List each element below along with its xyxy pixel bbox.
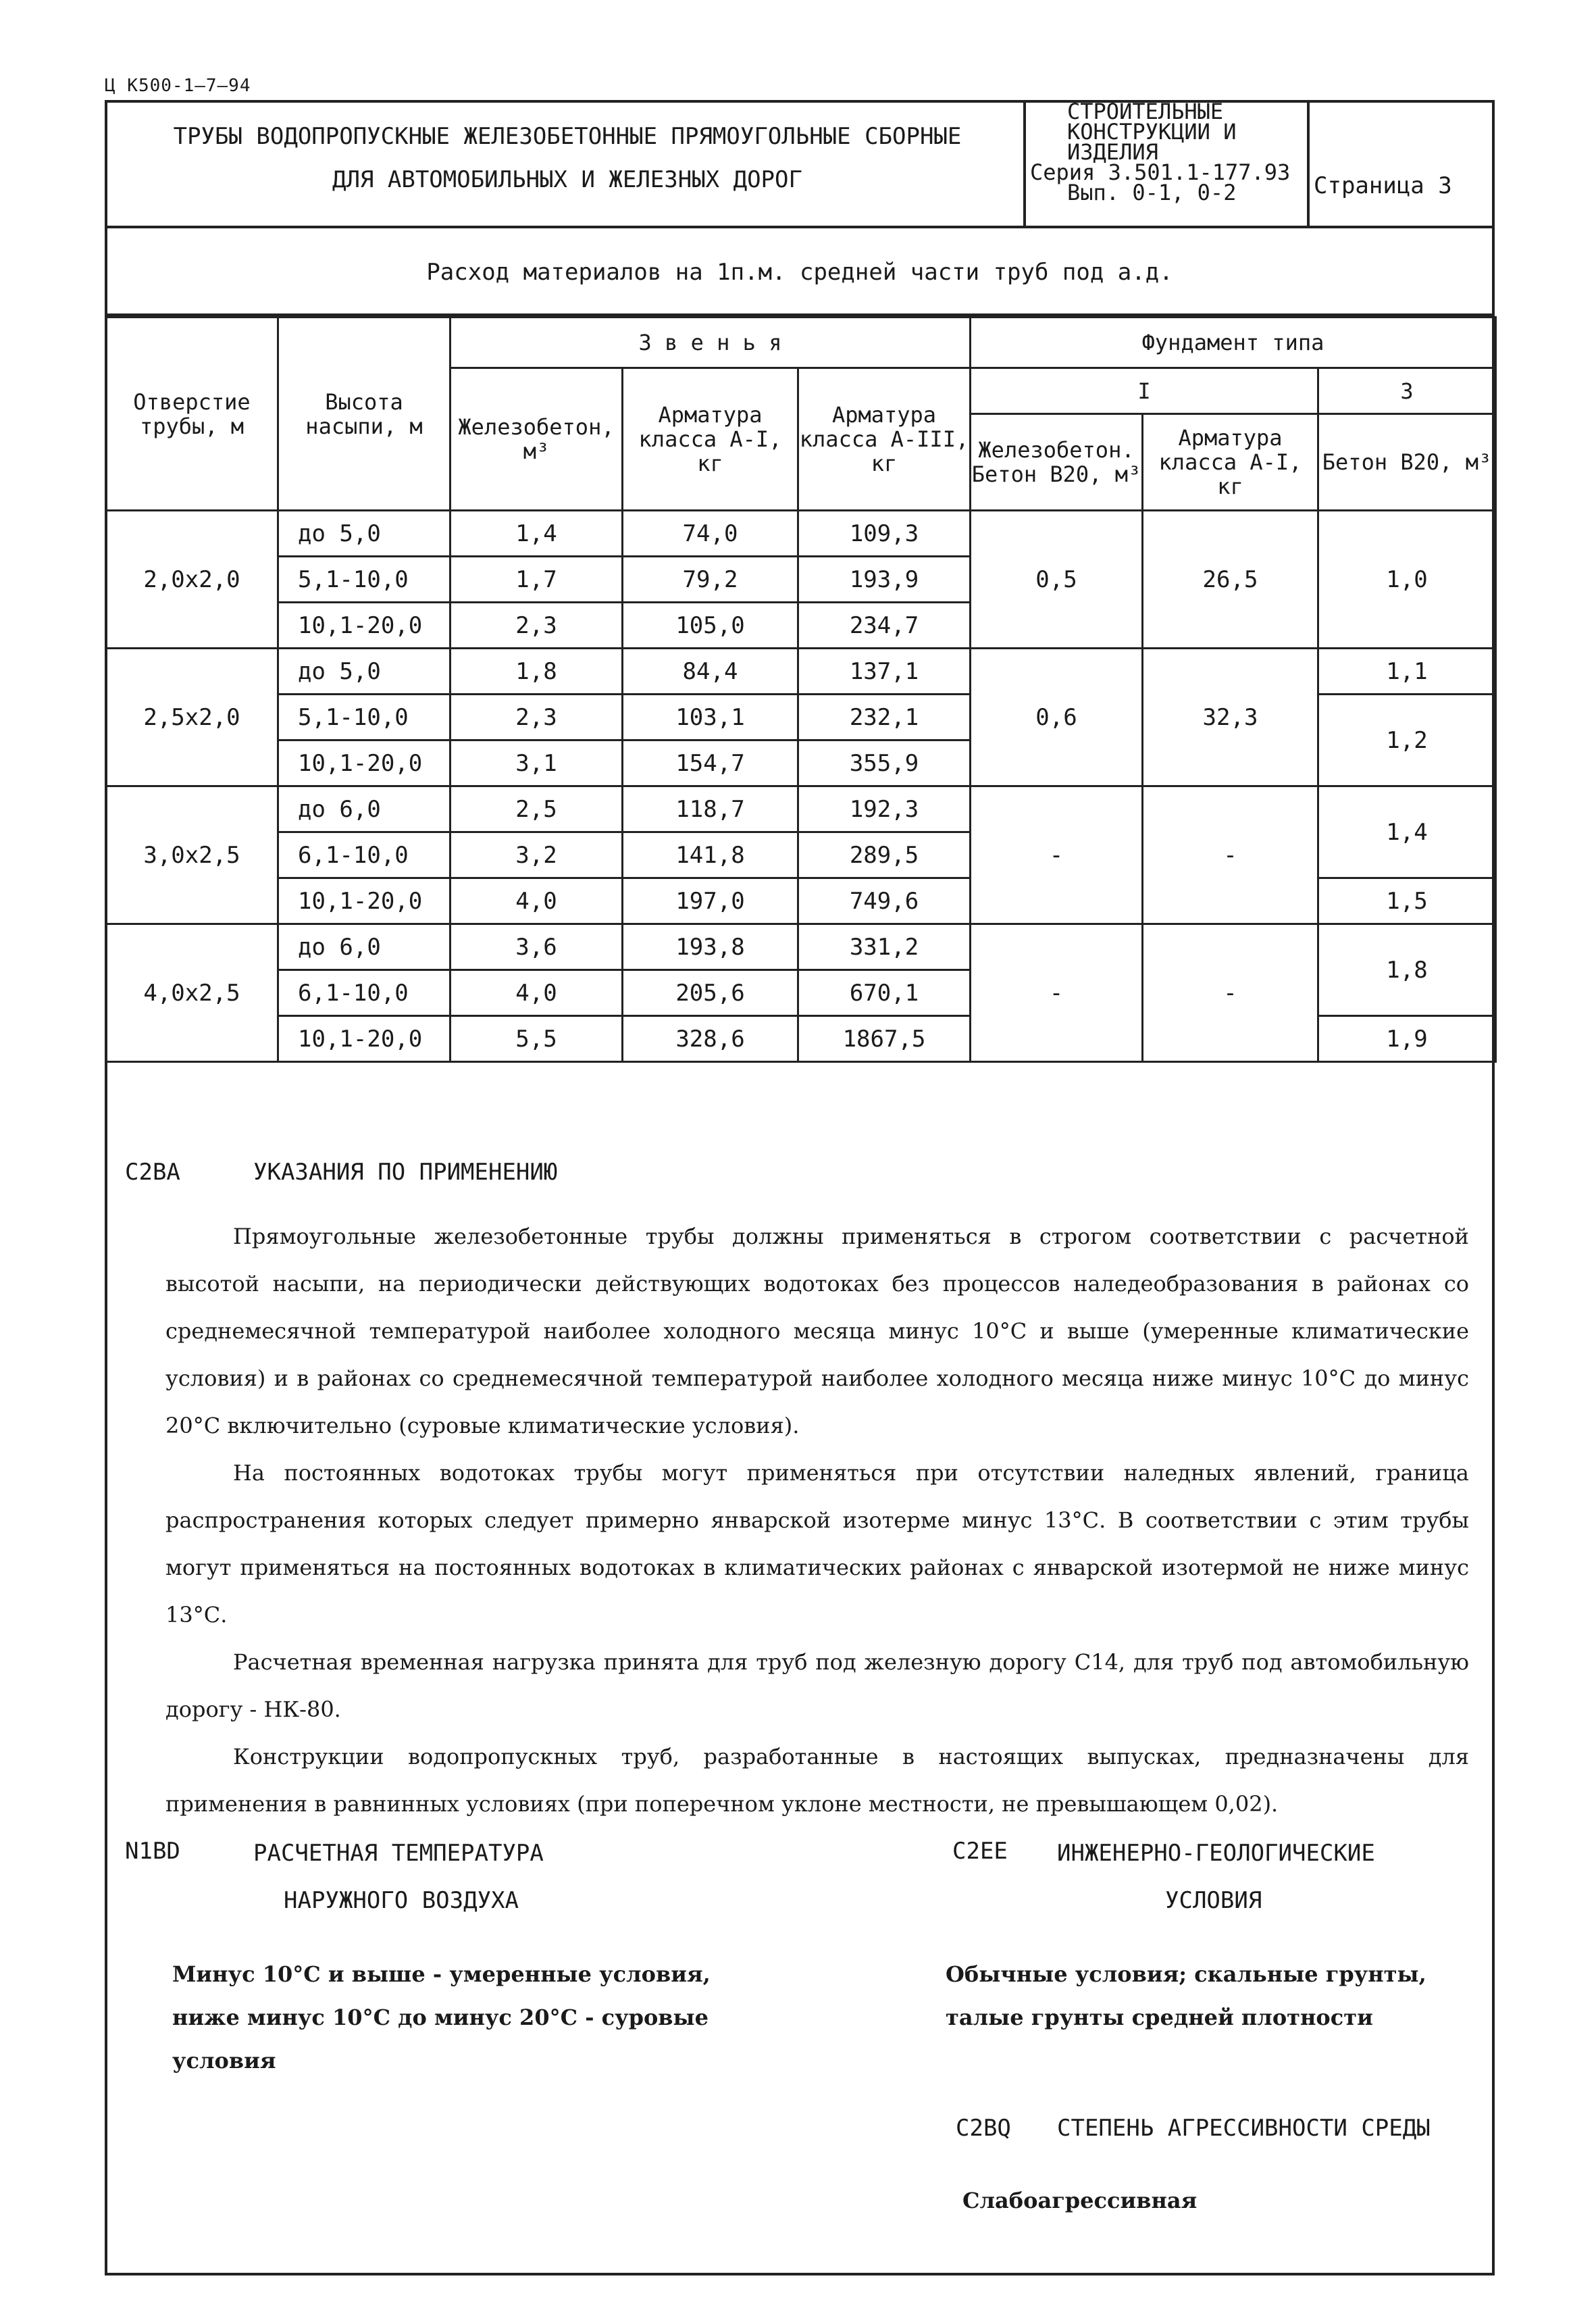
col-link-a3: Арматура класса А-III, кг (798, 368, 971, 511)
document-code: Ц К500-1—7–94 (105, 76, 251, 96)
geology-title (1057, 1830, 1375, 1924)
usage-text (165, 1213, 1469, 1828)
title-line-2: ДЛЯ АВТОМОБИЛЬНЫХ И ЖЕЛЕЗНЫХ ДОРОГ (332, 166, 802, 193)
height-cell: 6,1-10,0 (278, 832, 451, 878)
f1-concrete-cell: - (971, 786, 1143, 924)
geology-title-line: УСЛОВИЯ (1165, 1887, 1262, 1914)
a3-cell: 670,1 (798, 970, 971, 1016)
geology-line: талые грунты средней плотности (946, 2005, 1373, 2030)
group-links: З в е н ь я (451, 318, 971, 368)
aggressiveness-code: С2ВQ (956, 2115, 1011, 2142)
a1-cell: 79,2 (623, 557, 798, 603)
aggressiveness-value: Слабоагрессивная (962, 2188, 1198, 2213)
f3-cell: 1,5 (1318, 878, 1496, 924)
height-cell: до 5,0 (278, 649, 451, 695)
table-row (106, 649, 1496, 695)
geology-text (946, 1953, 1426, 2039)
header-divider (1023, 100, 1026, 228)
a3-cell: 232,1 (798, 695, 971, 740)
temperature-line: ниже минус 10°С до минус 20°С - суровые (172, 2005, 709, 2030)
height-cell: 10,1-20,0 (278, 740, 451, 786)
height-cell: 10,1-20,0 (278, 1016, 451, 1062)
page-number: Страница 3 (1314, 172, 1452, 199)
f3-cell: 1,0 (1318, 511, 1496, 649)
table-row (106, 786, 1496, 832)
height-cell: 10,1-20,0 (278, 603, 451, 649)
col-link-concrete: Железобетон, м³ (451, 368, 623, 511)
a3-cell: 289,5 (798, 832, 971, 878)
height-cell: до 6,0 (278, 786, 451, 832)
series-line: КОНСТРУКЦИИ И (1067, 119, 1237, 145)
col-link-a1: Арматура класса А-I, кг (623, 368, 798, 511)
concrete-cell: 1,8 (451, 649, 623, 695)
f3-cell: 1,8 (1318, 924, 1496, 1016)
issue-number: Вып. 0-1, 0-2 (1067, 180, 1237, 205)
usage-title: УКАЗАНИЯ ПО ПРИМЕНЕНИЮ (253, 1159, 558, 1186)
temperature-line: Минус 10°С и выше - умеренные условия, (172, 1961, 711, 1987)
a3-cell: 109,3 (798, 511, 971, 557)
a3-cell: 192,3 (798, 786, 971, 832)
a1-cell: 197,0 (623, 878, 798, 924)
height-cell: до 5,0 (278, 511, 451, 557)
table-row (106, 511, 1496, 557)
title-line-1: ТРУБЫ ВОДОПРОПУСКНЫЕ ЖЕЛЕЗОБЕТОННЫЕ ПРЯМОУГОЛЬНЫЕ СБОРНЫЕ (173, 123, 962, 150)
concrete-cell: 2,3 (451, 603, 623, 649)
f1-a1-cell: - (1143, 924, 1318, 1062)
series-block (1030, 101, 1304, 203)
usage-paragraph: Прямоугольные железобетонные трубы должны применяться в строгом соответствии с расчетной высотой насыпи, на периодически действующих водотоках без процессов наледеобразования в районах со среднемесячной температурой наиболее холодного месяца минус 10°С и выше (умеренные климатические условия) и в районах со среднемесячной температурой наиболее холодного месяца ниже минус 10°С до минус 20°С включительно (суровые климатические условия). (165, 1224, 1469, 1438)
height-cell: 6,1-10,0 (278, 970, 451, 1016)
a1-cell: 103,1 (623, 695, 798, 740)
opening-cell: 4,0х2,5 (106, 924, 278, 1062)
a3-cell: 193,9 (798, 557, 971, 603)
temperature-title (253, 1830, 544, 1924)
f1-concrete-cell: - (971, 924, 1143, 1062)
a3-cell: 355,9 (798, 740, 971, 786)
concrete-cell: 1,7 (451, 557, 623, 603)
a1-cell: 193,8 (623, 924, 798, 970)
concrete-cell: 3,1 (451, 740, 623, 786)
foundation-type-3: 3 (1318, 368, 1496, 414)
a3-cell: 331,2 (798, 924, 971, 970)
temperature-title-line: НАРУЖНОГО ВОЗДУХА (284, 1887, 519, 1914)
a1-cell: 205,6 (623, 970, 798, 1016)
materials-table (105, 316, 1497, 1063)
f1-a1-cell: - (1143, 786, 1318, 924)
f1-concrete-cell: 0,5 (971, 511, 1143, 649)
concrete-cell: 5,5 (451, 1016, 623, 1062)
temperature-line: условия (172, 2048, 276, 2073)
a3-cell: 1867,5 (798, 1016, 971, 1062)
a1-cell: 141,8 (623, 832, 798, 878)
concrete-cell: 4,0 (451, 970, 623, 1016)
opening-cell: 3,0х2,5 (106, 786, 278, 924)
geology-code: С2ЕЕ (952, 1838, 1008, 1865)
a1-cell: 84,4 (623, 649, 798, 695)
a1-cell: 105,0 (623, 603, 798, 649)
a3-cell: 137,1 (798, 649, 971, 695)
f1-a1-cell: 26,5 (1143, 511, 1318, 649)
opening-cell: 2,5х2,0 (106, 649, 278, 786)
col-f1-a1: Арматура класса А-I, кг (1143, 414, 1318, 511)
opening-cell: 2,0х2,0 (106, 511, 278, 649)
usage-code: С2ВА (125, 1159, 180, 1186)
col-height: Высота насыпи, м (278, 318, 451, 511)
temperature-title-line: РАСЧЕТНАЯ ТЕМПЕРАТУРА (253, 1840, 544, 1867)
series-number: Серия 3.501.1-177.93 (1030, 159, 1291, 185)
table-caption: Расход материалов на 1п.м. средней части труб под а.д. (105, 228, 1495, 316)
height-cell: 5,1-10,0 (278, 695, 451, 740)
concrete-cell: 3,2 (451, 832, 623, 878)
group-foundation: Фундамент типа (971, 318, 1496, 368)
height-cell: 10,1-20,0 (278, 878, 451, 924)
temperature-code: N1BD (125, 1838, 180, 1865)
concrete-cell: 2,5 (451, 786, 623, 832)
height-cell: до 6,0 (278, 924, 451, 970)
concrete-cell: 2,3 (451, 695, 623, 740)
col-f1-concrete: Железобетон. Бетон В20, м³ (971, 414, 1143, 511)
aggressiveness-title: СТЕПЕНЬ АГРЕССИВНОСТИ СРЕДЫ (1057, 2115, 1431, 2142)
col-f3-concrete: Бетон В20, м³ (1318, 414, 1496, 511)
col-opening: Отверстие трубы, м (106, 318, 278, 511)
concrete-cell: 3,6 (451, 924, 623, 970)
a3-cell: 234,7 (798, 603, 971, 649)
a1-cell: 118,7 (623, 786, 798, 832)
concrete-cell: 1,4 (451, 511, 623, 557)
f1-a1-cell: 32,3 (1143, 649, 1318, 786)
f3-cell: 1,4 (1318, 786, 1496, 878)
header-divider (1307, 100, 1310, 228)
temperature-text (172, 1953, 711, 2082)
series-line: ИЗДЕЛИЯ (1067, 139, 1158, 165)
a1-cell: 74,0 (623, 511, 798, 557)
f3-cell: 1,2 (1318, 695, 1496, 786)
f3-cell: 1,1 (1318, 649, 1496, 695)
foundation-type-1: I (971, 368, 1318, 414)
table-row (106, 924, 1496, 970)
document-title (115, 115, 1020, 201)
a3-cell: 749,6 (798, 878, 971, 924)
usage-paragraph: На постоянных водотоках трубы могут применяться при отсутствии наледных явлений, граница распространения которых следует примерно январской изотерме минус 13°С. В соответствии с этим трубы могут применяться на постоянных водотоках в климатических районах с январской изотермой не ниже минус 13°С. (165, 1460, 1469, 1628)
a1-cell: 154,7 (623, 740, 798, 786)
usage-paragraph: Расчетная временная нагрузка принята для труб под железную дорогу С14, для труб под автомобильную дорогу - НК-80. (165, 1649, 1469, 1722)
concrete-cell: 4,0 (451, 878, 623, 924)
series-line: СТРОИТЕЛЬНЫЕ (1067, 99, 1224, 124)
geology-title-line: ИНЖЕНЕРНО-ГЕОЛОГИЧЕСКИЕ (1057, 1840, 1375, 1867)
usage-paragraph: Конструкции водопропускных труб, разработанные в настоящих выпусках, предназначены для применения в равнинных условиях (при поперечном уклоне местности, не превышающем 0,02). (165, 1744, 1469, 1817)
geology-line: Обычные условия; скальные грунты, (946, 1961, 1426, 1987)
a1-cell: 328,6 (623, 1016, 798, 1062)
f1-concrete-cell: 0,6 (971, 649, 1143, 786)
f3-cell: 1,9 (1318, 1016, 1496, 1062)
height-cell: 5,1-10,0 (278, 557, 451, 603)
